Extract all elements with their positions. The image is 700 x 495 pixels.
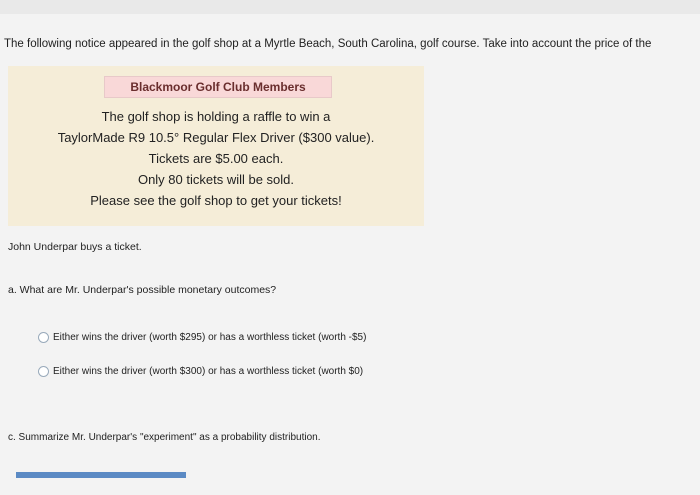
- answer-input-bar[interactable]: [16, 472, 186, 478]
- notice-line: Tickets are $5.00 each.: [148, 151, 284, 166]
- statement-text: John Underpar buys a ticket.: [8, 241, 142, 253]
- option-1[interactable]: [38, 332, 366, 343]
- option-2-label: Either wins the driver (worth $300) or has a worthless ticket (worth $0): [53, 366, 364, 377]
- question-c: c. Summarize Mr. Underpar's "experiment" as a probability distribution.: [8, 432, 321, 443]
- notice-line: Only 80 tickets will be sold.: [137, 172, 295, 187]
- notice-line: TaylorMade R9 10.5° Regular Flex Driver ($300 value).: [57, 130, 375, 145]
- option-1-label: Either wins the driver (worth $295) or has a worthless ticket (worth -$5): [53, 332, 367, 343]
- notice-line: The golf shop is holding a raffle to win a: [101, 109, 331, 124]
- notice-title: Blackmoor Golf Club Members: [104, 76, 332, 98]
- question-a: a. What are Mr. Underpar's possible monetary outcomes?: [8, 284, 277, 296]
- radio-button-1[interactable]: [38, 332, 49, 343]
- option-2[interactable]: [38, 366, 363, 377]
- top-strip: [0, 0, 700, 14]
- raffle-notice: [8, 66, 424, 226]
- notice-body: [8, 106, 424, 211]
- intro-text: The following notice appeared in the golf shop at a Myrtle Beach, South Carolina, golf course. Take into account the price of the: [4, 38, 652, 50]
- notice-line: Please see the golf shop to get your tickets!: [90, 193, 342, 208]
- radio-button-2[interactable]: [38, 366, 49, 377]
